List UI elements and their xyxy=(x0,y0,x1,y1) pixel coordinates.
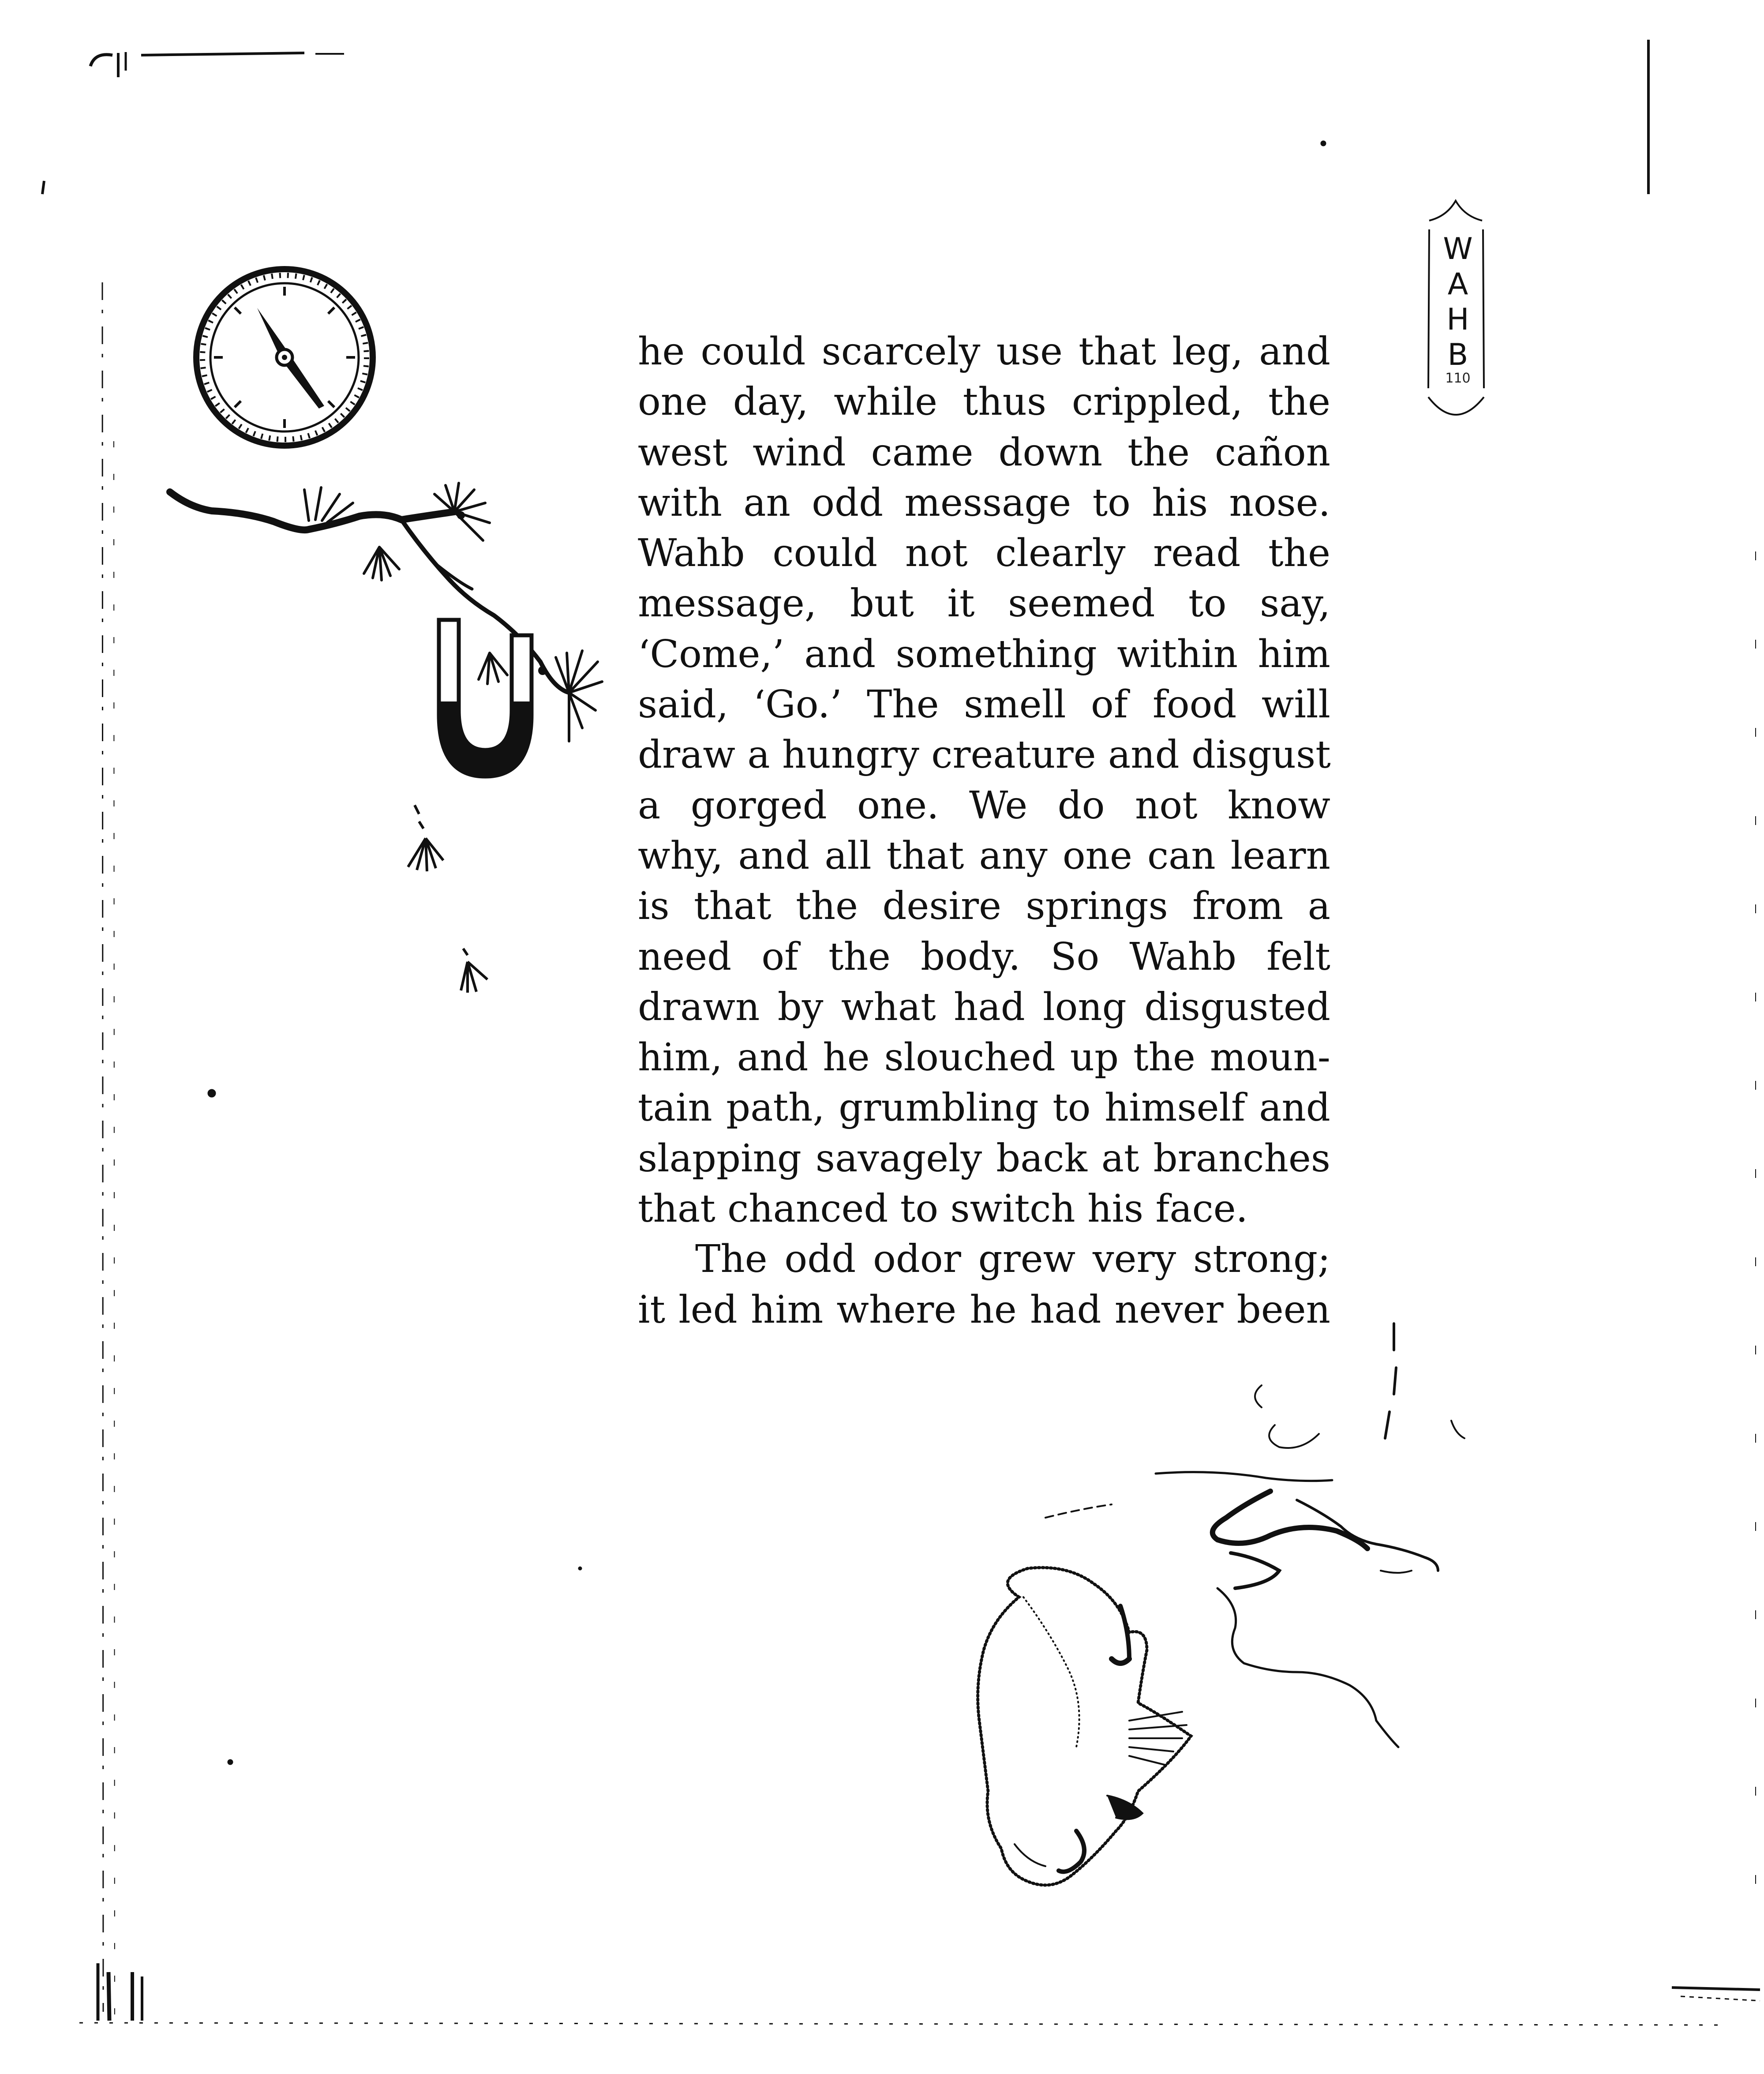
text-line: is that the desire springs from a xyxy=(638,884,1330,929)
text-line: with an odd message to his nose. xyxy=(638,480,1330,525)
text-line: need of the body. So Wahb felt xyxy=(638,934,1330,979)
text-line: Wahb could not clearly read the xyxy=(638,531,1330,576)
page-number: 110 xyxy=(1445,371,1471,386)
text-line: him, and he slouched up the moun- xyxy=(638,1035,1330,1080)
tab-letter: A xyxy=(1447,267,1468,302)
text-line: why, and all that any one can learn xyxy=(638,833,1330,878)
text-line: message, but it seemed to say, xyxy=(638,581,1330,626)
tab-letter: W xyxy=(1443,232,1473,266)
text-line: slapping savagely back at branches xyxy=(638,1136,1330,1181)
tab-letter: B xyxy=(1447,338,1468,372)
bear-icon xyxy=(978,1568,1191,1885)
text-line: that chanced to switch his face. xyxy=(638,1187,1248,1231)
text-line: draw a hungry creature and disgust xyxy=(638,733,1331,777)
text-line: drawn by what had long disgusted xyxy=(638,985,1330,1029)
text-line: ‘Come,’ and something within him xyxy=(638,632,1330,676)
body-text xyxy=(638,326,1330,1335)
compass-icon xyxy=(196,269,373,446)
text-line: one day, while thus crippled, the xyxy=(638,380,1330,424)
text-line: it led him where he had never been xyxy=(638,1287,1330,1332)
text-line: said, ‘Go.’ The smell of food will xyxy=(638,683,1330,727)
stream-sketch xyxy=(1045,1324,1464,1747)
text-line: he could scarcely use that leg, and xyxy=(638,330,1330,374)
tab-letter: H xyxy=(1446,302,1469,337)
horseshoe-magnet-icon xyxy=(439,620,532,776)
text-line: tain path, grumbling to himself and xyxy=(638,1086,1330,1130)
text-line: The odd odor grew very strong; xyxy=(695,1237,1330,1282)
text-line: a gorged one. We do not know xyxy=(638,783,1330,828)
pine-branch xyxy=(170,483,602,741)
grass-tuft xyxy=(408,805,487,993)
text-line: west wind came down the cañon xyxy=(638,430,1330,475)
running-header-tab xyxy=(1425,194,1491,428)
